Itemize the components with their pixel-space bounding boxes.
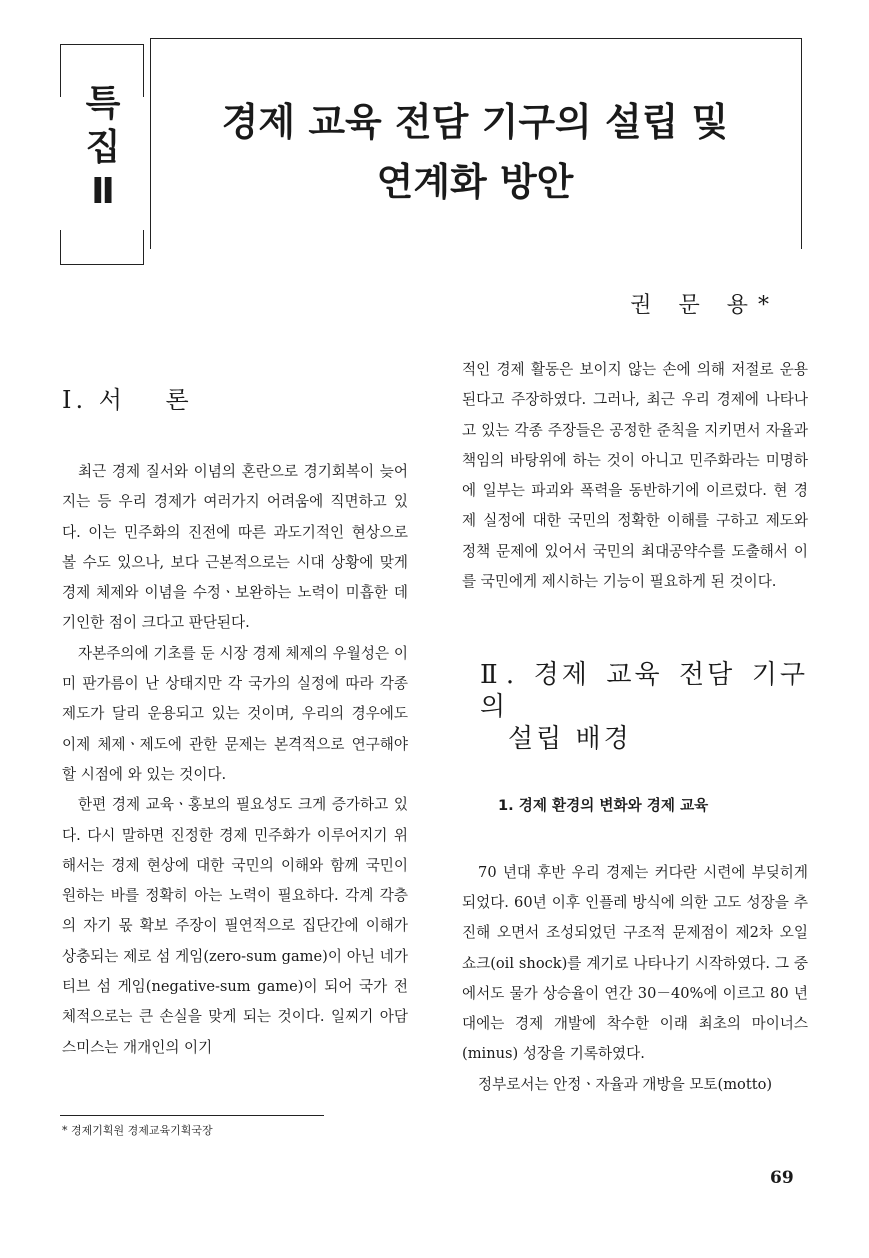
feature-label-line3: Ⅱ	[91, 171, 115, 212]
body-paragraph: 한편 경제 교육ㆍ홍보의 필요성도 크게 증가하고 있다. 다시 말하면 진정한 경제 민주화가 이루어지기 위해서는 경제 현상에 대한 국민의 이해와 함께 국민이 원하는 바를 정확히 아는 노력이 필요하다. 각계 각층의 자기 몫 확보 주장이 필연적으로 집단간에 이해가 상충되는 제로 섬 게임(zero-sum game)이 아닌 네가티브 섬 게임(negative-sum game)이 되어 국가 전체적으로는 큰 손실을 맞게 되는 것이다. 일찌기 아담 스미스는 개개인의 이기	[62, 796, 408, 1056]
footnote-rule	[60, 1115, 324, 1116]
right-column	[462, 355, 808, 1100]
article-title-line1: 경제 교육 전담 기구의 설립 및	[221, 100, 729, 144]
page-number: 69	[770, 1168, 794, 1188]
body-paragraph: 정부로서는 안정ㆍ자율과 개방을 모토(motto)	[478, 1075, 773, 1093]
feature-label-line1: 특	[85, 83, 121, 124]
body-paragraph: 최근 경제 질서와 이념의 혼란으로 경기회복이 늦어지는 등 우리 경제가 여러가지 어려움에 직면하고 있다. 이는 민주화의 진전에 따른 과도기적인 현상으로 볼 수도 있으나, 보다 근본적으로는 시대 상황에 맞게 경제 체제와 이념을 수정ㆍ보완하는 노력이 미흡한 데 기인한 점이 크다고 판단된다.	[62, 463, 408, 632]
section-heading-background: Ⅱ. 경제 교육 전담 기구의	[480, 660, 808, 723]
footnote: * 경제기획원 경제교육기획국장	[62, 1124, 213, 1137]
body-paragraph: 자본주의에 기초를 둔 시장 경제 체제의 우월성은 이미 판가름이 난 상태지만 각 국가의 실정에 따라 각종 제도가 달리 운용되고 있는 것이며, 우리의 경우에도 이제 체제ㆍ제도에 관한 문제는 본격적으로 연구해야 할 시점에 와 있는 것이다.	[62, 644, 408, 783]
feature-label	[60, 82, 146, 214]
body-paragraph: 70 년대 후반 우리 경제는 커다란 시련에 부딪히게 되었다. 60년 이후 인플레 방식에 의한 고도 성장을 추진해 오면서 조성되었던 구조적 문제점이 제2차 오일 쇼크(oil shock)를 계기로 나타나기 시작하였다. 그 중에서도 물가 상승율이 연간 30－40%에 이르고 80 년대에는 경제 개발에 착수한 이래 최초의 마이너스(minus) 성장을 기록하였다.	[462, 863, 808, 1063]
section-heading-introduction: Ⅰ. 서 론	[62, 386, 193, 414]
left-column	[62, 355, 408, 1063]
side-label-frame-bottom	[60, 230, 144, 265]
author-name: 권 문 용*	[630, 293, 779, 318]
section-heading-background-line2: 설립 배경	[508, 724, 632, 755]
subsection-heading: 1. 경제 환경의 변화와 경제 교육	[498, 797, 709, 815]
article-title-line2: 연계화 방안	[376, 160, 574, 204]
article-title	[150, 92, 800, 212]
feature-label-line2: 집	[85, 127, 121, 168]
body-paragraph-continued: 적인 경제 활동은 보이지 않는 손에 의해 저절로 운용된다고 주장하였다. 그러나, 최근 우리 경제에 나타나고 있는 각종 주장들은 공정한 준칙을 지키면서 자율과 책임의 바탕위에 하는 것이 아니고 민주화라는 미명하에 일부는 파괴와 폭력을 동반하기에 이르렀다. 현 경제 실정에 대한 국민의 정확한 이해를 구하고 제도와 정책 문제에 있어서 국민의 최대공약수를 도출해서 이를 국민에게 제시하는 기능이 필요하게 된 것이다.	[462, 361, 808, 591]
